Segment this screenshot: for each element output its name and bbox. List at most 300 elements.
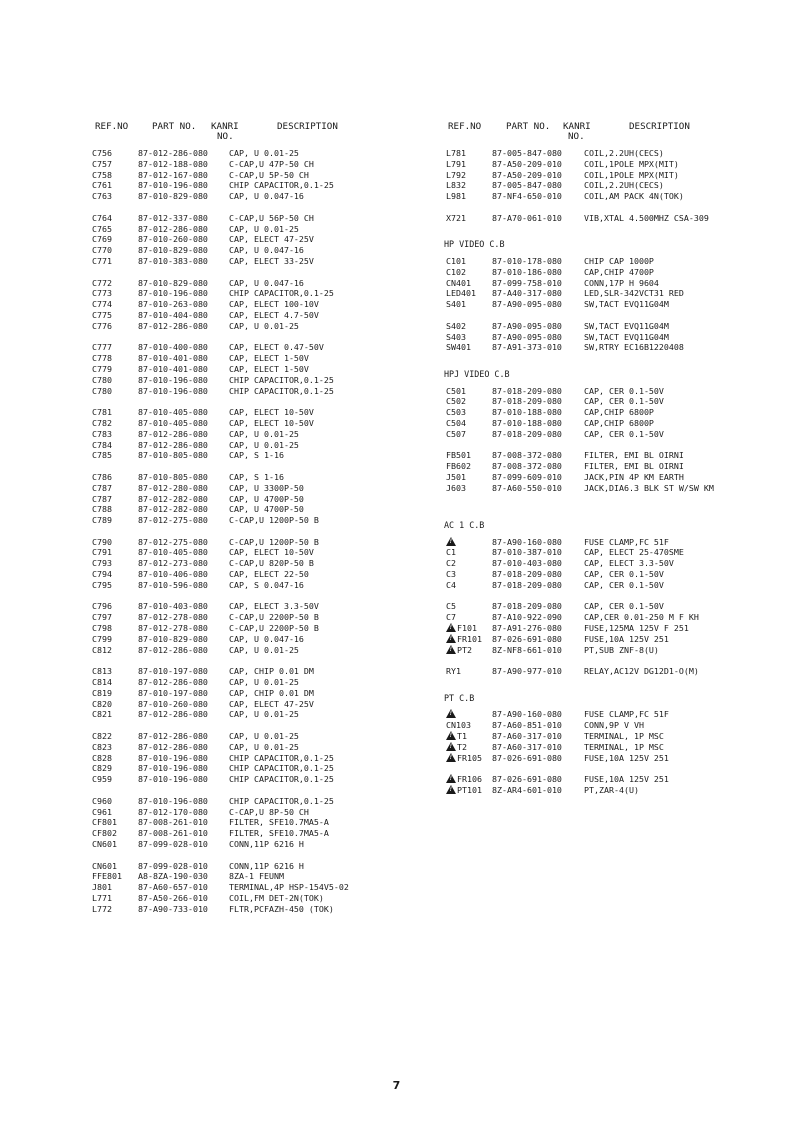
description-cell: CHIP CAPACITOR,0.1-25 bbox=[229, 288, 334, 299]
part-row bbox=[92, 882, 412, 893]
right-column-header bbox=[444, 122, 784, 144]
description-cell: CAP, ELECT 25-470SME bbox=[584, 547, 684, 558]
description-cell: 8ZA-1 FEUNM bbox=[229, 871, 284, 882]
part-row bbox=[444, 569, 784, 580]
safety-warning-icon bbox=[446, 623, 456, 632]
ref-no-cell: C770 bbox=[92, 245, 112, 256]
part-no-cell: 87-018-209-080 bbox=[492, 579, 562, 590]
description-cell: CAP, U 3300P-50 bbox=[229, 482, 304, 493]
ref-no-cell: FFE801 bbox=[92, 871, 122, 882]
part-row bbox=[444, 159, 784, 170]
group-spacer bbox=[444, 591, 784, 602]
part-no-cell: 87-A90-160-080 bbox=[492, 536, 562, 547]
description-cell: COIL,1POLE MPX(MIT) bbox=[584, 169, 679, 180]
ref-no-text: T2 bbox=[457, 741, 467, 752]
description-cell: CAP, ELECT 3.3-50V bbox=[584, 558, 674, 569]
part-row bbox=[444, 332, 784, 343]
part-no-cell: 87-018-209-080 bbox=[492, 428, 562, 439]
description-cell: SW,TACT EVQ11G04M bbox=[584, 320, 669, 331]
part-row bbox=[92, 472, 412, 483]
description-header: DESCRIPTION bbox=[629, 121, 690, 132]
part-row bbox=[92, 494, 412, 505]
part-row bbox=[444, 666, 784, 677]
part-row bbox=[444, 645, 784, 656]
ref-no-cell: C780 bbox=[92, 374, 112, 385]
part-no-cell: 87-012-286-080 bbox=[138, 428, 208, 439]
ref-no-cell: C797 bbox=[92, 612, 112, 623]
part-row bbox=[92, 688, 412, 699]
part-row bbox=[444, 461, 784, 472]
part-no-cell: 87-A91-276-080 bbox=[492, 623, 562, 634]
part-row bbox=[444, 753, 784, 764]
description-cell: FLTR,PCFAZH-450 (TOK) bbox=[229, 903, 334, 914]
part-no-cell: 87-010-404-080 bbox=[138, 309, 208, 320]
part-row bbox=[92, 364, 412, 375]
ref-no-cell: C773 bbox=[92, 288, 112, 299]
ref-no-cell bbox=[446, 731, 467, 742]
part-no-cell: 87-010-260-080 bbox=[138, 234, 208, 245]
description-cell: FUSE,10A 125V 251 bbox=[584, 752, 669, 763]
part-row bbox=[92, 774, 412, 785]
ref-no-text: F101 bbox=[457, 623, 477, 634]
ref-no-cell: C812 bbox=[92, 644, 112, 655]
description-cell: COIL,FM DET-2N(TOK) bbox=[229, 892, 324, 903]
description-cell: CAP, ELECT 10-50V bbox=[229, 547, 314, 558]
part-no-cell: 87-012-275-080 bbox=[138, 536, 208, 547]
ref-no-cell: C772 bbox=[92, 277, 112, 288]
ref-no-cell: S402 bbox=[446, 320, 466, 331]
group-spacer bbox=[444, 655, 784, 666]
description-cell: PT,SUB ZNF-8(U) bbox=[584, 644, 659, 655]
description-cell: FUSE,10A 125V 251 bbox=[584, 633, 669, 644]
part-no-cell: 87-005-847-080 bbox=[492, 180, 562, 191]
part-row bbox=[444, 623, 784, 634]
part-no-cell: 87-012-278-080 bbox=[138, 612, 208, 623]
part-row bbox=[92, 796, 412, 807]
ref-no-cell: C780 bbox=[92, 385, 112, 396]
description-cell: CAP, CER 0.1-50V bbox=[584, 601, 664, 612]
ref-no-cell: C761 bbox=[92, 180, 112, 191]
group-spacer bbox=[92, 526, 412, 537]
description-cell: CAP, ELECT 0.47-50V bbox=[229, 342, 324, 353]
part-no-cell: 87-010-405-080 bbox=[138, 547, 208, 558]
part-row bbox=[92, 407, 412, 418]
part-row bbox=[92, 893, 412, 904]
part-no-cell: 87-A90-977-010 bbox=[492, 666, 562, 677]
part-row bbox=[92, 375, 412, 386]
part-row bbox=[92, 731, 412, 742]
part-no-header: PART NO. bbox=[152, 121, 197, 132]
part-row bbox=[444, 288, 784, 299]
part-row bbox=[444, 213, 784, 224]
ref-no-cell: C779 bbox=[92, 363, 112, 374]
kanri-no-header: NO. bbox=[568, 131, 585, 142]
ref-no-cell: C821 bbox=[92, 709, 112, 720]
description-cell: COIL,AM PACK 4N(TOK) bbox=[584, 191, 684, 202]
part-row bbox=[92, 418, 412, 429]
ref-no-cell: L772 bbox=[92, 903, 112, 914]
part-row bbox=[444, 191, 784, 202]
group-spacer bbox=[92, 720, 412, 731]
ref-no-cell: C763 bbox=[92, 191, 112, 202]
description-cell: C-CAP,U 47P-50 CH bbox=[229, 158, 314, 169]
description-cell: FILTER, SFE10.7MA5-A bbox=[229, 817, 329, 828]
ref-no-cell: L981 bbox=[446, 191, 466, 202]
description-cell: CAP, U 0.01-25 bbox=[229, 709, 299, 720]
ref-no-cell: CN401 bbox=[446, 277, 471, 288]
part-row bbox=[92, 234, 412, 245]
part-no-cell: 87-010-197-080 bbox=[138, 666, 208, 677]
part-row bbox=[444, 170, 784, 181]
part-no-cell: 87-010-260-080 bbox=[138, 698, 208, 709]
ref-no-text: FR105 bbox=[457, 752, 482, 763]
description-cell: CAP, U 0.01-25 bbox=[229, 677, 299, 688]
part-no-cell: 87-018-209-080 bbox=[492, 396, 562, 407]
description-cell: FUSE CLAMP,FC 51F bbox=[584, 536, 669, 547]
safety-warning-icon bbox=[446, 774, 456, 783]
description-cell: CAP, CER 0.1-50V bbox=[584, 428, 664, 439]
ref-no-cell: C791 bbox=[92, 547, 112, 558]
description-cell: CHIP CAPACITOR,0.1-25 bbox=[229, 385, 334, 396]
ref-no-cell: C785 bbox=[92, 450, 112, 461]
part-no-cell: 87-018-209-080 bbox=[492, 385, 562, 396]
part-row bbox=[92, 310, 412, 321]
ref-no-header: REF.NO bbox=[95, 121, 129, 132]
ref-no-cell: L791 bbox=[446, 158, 466, 169]
part-row bbox=[92, 386, 412, 397]
part-row bbox=[444, 601, 784, 612]
description-cell: PT,ZAR-4(U) bbox=[584, 785, 639, 796]
description-cell: CAP, U 0.047-16 bbox=[229, 245, 304, 256]
part-row bbox=[92, 817, 412, 828]
part-no-cell: 87-010-196-080 bbox=[138, 752, 208, 763]
description-cell: C-CAP,U 1200P-50 B bbox=[229, 515, 319, 526]
part-no-cell: 87-010-178-080 bbox=[492, 255, 562, 266]
ref-no-cell: FB501 bbox=[446, 450, 471, 461]
ref-no-cell: C3 bbox=[446, 569, 456, 580]
kanri-no-header: NO. bbox=[217, 131, 234, 142]
description-cell: CONN,11P 6216 H bbox=[229, 839, 304, 849]
part-row bbox=[92, 353, 412, 364]
ref-no-cell: C7 bbox=[446, 612, 456, 623]
ref-no-cell: CN601 bbox=[92, 839, 117, 849]
group-spacer bbox=[92, 461, 412, 472]
ref-no-cell: RY1 bbox=[446, 666, 461, 677]
part-row bbox=[92, 623, 412, 634]
part-row bbox=[444, 418, 784, 429]
group-spacer bbox=[92, 267, 412, 278]
part-no-cell: 87-012-280-080 bbox=[138, 482, 208, 493]
description-header: DESCRIPTION bbox=[277, 121, 338, 132]
part-no-cell: 87-012-286-080 bbox=[138, 439, 208, 450]
part-no-cell: 87-018-209-080 bbox=[492, 569, 562, 580]
description-cell: CAP, U 4700P-50 bbox=[229, 504, 304, 515]
description-cell: TERMINAL, 1P MSC bbox=[584, 731, 664, 742]
ref-no-cell: C777 bbox=[92, 342, 112, 353]
description-cell: CAP, CHIP 0.01 DM bbox=[229, 687, 314, 698]
part-no-cell: 87-010-401-080 bbox=[138, 353, 208, 364]
part-no-cell: 87-018-209-080 bbox=[492, 601, 562, 612]
part-row bbox=[92, 224, 412, 235]
ref-no-cell: C501 bbox=[446, 385, 466, 396]
part-row bbox=[92, 288, 412, 299]
part-row bbox=[444, 634, 784, 645]
part-row bbox=[444, 709, 784, 720]
part-no-cell: 87-A60-851-010 bbox=[492, 720, 562, 731]
part-no-cell: 87-012-170-080 bbox=[138, 806, 208, 817]
description-cell: CAP, U 0.01-25 bbox=[229, 428, 299, 439]
part-no-cell: 87-010-829-080 bbox=[138, 277, 208, 288]
group-spacer bbox=[444, 504, 784, 515]
description-cell: FUSE,125MA 125V F 251 bbox=[584, 623, 689, 634]
part-no-cell: 87-012-286-080 bbox=[138, 223, 208, 234]
description-cell: CHIP CAP 1000P bbox=[584, 255, 654, 266]
safety-warning-icon bbox=[446, 709, 456, 718]
description-cell: SW,TACT EVQ11G04M bbox=[584, 331, 669, 342]
part-row bbox=[92, 342, 412, 353]
description-cell: CHIP CAPACITOR,0.1-25 bbox=[229, 795, 334, 806]
description-cell: FILTER, SFE10.7MA5-A bbox=[229, 828, 329, 839]
description-cell: CAP,CHIP 6800P bbox=[584, 417, 654, 428]
part-no-cell: 87-012-167-080 bbox=[138, 169, 208, 180]
part-no-cell: A8-8ZA-190-030 bbox=[138, 871, 208, 882]
ref-no-cell bbox=[446, 623, 477, 634]
part-row bbox=[92, 839, 412, 850]
ref-no-cell: C769 bbox=[92, 234, 112, 245]
ref-no-cell: J603 bbox=[446, 482, 466, 493]
part-no-cell: 87-012-286-080 bbox=[138, 644, 208, 655]
part-no-cell: 87-A90-733-010 bbox=[138, 903, 208, 914]
part-row bbox=[92, 180, 412, 191]
description-cell: CAP, S 0.047-16 bbox=[229, 579, 304, 590]
description-cell: CHIP CAPACITOR,0.1-25 bbox=[229, 763, 334, 774]
ref-no-cell: L771 bbox=[92, 892, 112, 903]
ref-no-cell: C789 bbox=[92, 515, 112, 526]
part-no-cell: 87-010-403-080 bbox=[138, 601, 208, 612]
description-cell: CHIP CAPACITOR,0.1-25 bbox=[229, 374, 334, 385]
ref-no-cell: C790 bbox=[92, 536, 112, 547]
part-no-cell: 87-A40-317-080 bbox=[492, 288, 562, 299]
group-spacer bbox=[92, 202, 412, 213]
ref-no-cell bbox=[446, 753, 482, 764]
safety-warning-icon bbox=[446, 731, 456, 740]
part-row bbox=[444, 429, 784, 440]
part-no-cell: 87-012-273-080 bbox=[138, 558, 208, 569]
part-row bbox=[444, 396, 784, 407]
part-row bbox=[92, 278, 412, 289]
ref-no-cell: C504 bbox=[446, 417, 466, 428]
part-row bbox=[92, 699, 412, 710]
description-cell: CAP, U 0.047-16 bbox=[229, 277, 304, 288]
part-row bbox=[92, 299, 412, 310]
part-row bbox=[444, 774, 784, 785]
ref-no-cell: C959 bbox=[92, 774, 112, 785]
group-spacer bbox=[92, 591, 412, 602]
group-spacer bbox=[444, 494, 784, 505]
description-cell: CAP, CHIP 0.01 DM bbox=[229, 666, 314, 677]
section-heading: PT C.B bbox=[444, 692, 475, 703]
part-no-cell: 87-010-196-080 bbox=[138, 385, 208, 396]
description-cell: C-CAP,U 2200P-50 B bbox=[229, 612, 319, 623]
ref-no-cell: C788 bbox=[92, 504, 112, 515]
part-row bbox=[444, 731, 784, 742]
ref-no-cell bbox=[446, 742, 467, 753]
description-cell: C-CAP,U 5P-50 CH bbox=[229, 169, 309, 180]
part-row bbox=[92, 634, 412, 645]
part-row bbox=[92, 580, 412, 591]
description-cell: JACK,DIA6.3 BLK ST W/SW KM bbox=[584, 482, 714, 493]
description-cell: CONN,9P V VH bbox=[584, 720, 644, 731]
part-no-cell: 87-A50-209-010 bbox=[492, 158, 562, 169]
part-row bbox=[92, 440, 412, 451]
part-row bbox=[444, 720, 784, 731]
ref-no-cell: C795 bbox=[92, 579, 112, 590]
part-no-cell: 87-010-829-080 bbox=[138, 191, 208, 202]
ref-no-cell: L832 bbox=[446, 180, 466, 191]
kanri-header: KANRI bbox=[211, 121, 239, 132]
description-cell: JACK,PIN 4P KM EARTH bbox=[584, 471, 684, 482]
part-no-cell: 87-008-261-010 bbox=[138, 828, 208, 839]
group-spacer bbox=[444, 224, 784, 235]
description-cell: CAP, U 0.047-16 bbox=[229, 191, 304, 202]
ref-no-cell: C502 bbox=[446, 396, 466, 407]
safety-warning-icon bbox=[446, 742, 456, 751]
ref-no-cell: CF802 bbox=[92, 828, 117, 839]
ref-no-cell: CF801 bbox=[92, 817, 117, 828]
ref-no-cell: C829 bbox=[92, 763, 112, 774]
description-cell: SW,TACT EVQ11G04M bbox=[584, 299, 669, 310]
ref-no-cell: C823 bbox=[92, 741, 112, 752]
part-no-cell: 87-A90-095-080 bbox=[492, 331, 562, 342]
part-no-header: PART NO. bbox=[506, 121, 551, 132]
part-row bbox=[92, 709, 412, 720]
part-no-cell: 87-010-186-080 bbox=[492, 266, 562, 277]
part-no-cell: 87-A10-922-090 bbox=[492, 612, 562, 623]
part-row bbox=[92, 753, 412, 764]
ref-no-cell: C822 bbox=[92, 731, 112, 742]
description-cell: FILTER, EMI BL OIRNI bbox=[584, 450, 684, 461]
group-spacer bbox=[444, 677, 784, 688]
part-row bbox=[92, 569, 412, 580]
description-cell: CHIP CAPACITOR,0.1-25 bbox=[229, 774, 334, 785]
description-cell: CAP, ELECT 3.3-50V bbox=[229, 601, 319, 612]
ref-no-cell: C960 bbox=[92, 795, 112, 806]
part-row bbox=[92, 601, 412, 612]
description-cell: CAP, CER 0.1-50V bbox=[584, 385, 664, 396]
ref-no-cell: CN601 bbox=[92, 860, 117, 871]
part-row bbox=[92, 861, 412, 872]
ref-no-cell: C793 bbox=[92, 558, 112, 569]
part-row bbox=[92, 170, 412, 181]
ref-no-cell: C784 bbox=[92, 439, 112, 450]
part-no-cell: 87-008-261-010 bbox=[138, 817, 208, 828]
ref-no-cell: C776 bbox=[92, 320, 112, 331]
description-cell: CAP, U 4700P-50 bbox=[229, 493, 304, 504]
ref-no-cell: J801 bbox=[92, 882, 112, 893]
ref-no-text: PT2 bbox=[457, 644, 472, 655]
description-cell: CAP, ELECT 22-50 bbox=[229, 569, 309, 580]
part-no-cell: 87-099-028-010 bbox=[138, 839, 208, 849]
part-no-cell: 87-012-286-080 bbox=[138, 741, 208, 752]
part-no-cell: 87-010-196-080 bbox=[138, 774, 208, 785]
description-cell: CAP, ELECT 1-50V bbox=[229, 353, 309, 364]
description-cell: CAP, U 0.01-25 bbox=[229, 741, 299, 752]
part-no-cell: 87-A50-266-010 bbox=[138, 892, 208, 903]
part-no-cell: 87-010-405-080 bbox=[138, 407, 208, 418]
left-column-header bbox=[92, 122, 412, 144]
ref-no-cell: C961 bbox=[92, 806, 112, 817]
ref-no-cell: C799 bbox=[92, 633, 112, 644]
description-cell: CHIP CAPACITOR,0.1-25 bbox=[229, 752, 334, 763]
ref-no-cell bbox=[446, 774, 482, 785]
description-cell: CAP,CHIP 6800P bbox=[584, 407, 654, 418]
description-cell: CAP, ELECT 10-50V bbox=[229, 407, 314, 418]
description-cell: VIB,XTAL 4.500MHZ CSA-309 bbox=[584, 212, 709, 223]
ref-no-cell: S403 bbox=[446, 331, 466, 342]
ref-no-cell: C771 bbox=[92, 255, 112, 266]
description-cell: CAP, S 1-16 bbox=[229, 450, 284, 461]
part-no-cell: 87-012-282-080 bbox=[138, 493, 208, 504]
part-row bbox=[92, 159, 412, 170]
description-cell: CAP, ELECT 47-25V bbox=[229, 234, 314, 245]
ref-no-cell: C796 bbox=[92, 601, 112, 612]
part-row bbox=[444, 267, 784, 278]
ref-no-cell: S401 bbox=[446, 299, 466, 310]
part-no-cell: 87-010-263-080 bbox=[138, 299, 208, 310]
part-no-cell: 87-012-286-080 bbox=[138, 677, 208, 688]
ref-no-cell: C503 bbox=[446, 407, 466, 418]
ref-no-cell: C781 bbox=[92, 407, 112, 418]
kanri-header: KANRI bbox=[563, 121, 591, 132]
left-parts-list bbox=[92, 148, 412, 915]
part-row bbox=[92, 256, 412, 267]
description-cell: CAP, CER 0.1-50V bbox=[584, 396, 664, 407]
group-spacer bbox=[444, 353, 784, 364]
description-cell: CAP, S 1-16 bbox=[229, 471, 284, 482]
part-row bbox=[92, 807, 412, 818]
ref-no-cell: CN103 bbox=[446, 720, 471, 731]
part-no-cell: 87-A60-317-010 bbox=[492, 741, 562, 752]
part-row bbox=[444, 256, 784, 267]
part-row bbox=[92, 904, 412, 915]
part-row bbox=[444, 299, 784, 310]
ref-no-text: T1 bbox=[457, 731, 467, 742]
ref-no-cell: C757 bbox=[92, 158, 112, 169]
description-cell: CAP, ELECT 47-25V bbox=[229, 698, 314, 709]
part-no-cell: 87-010-406-080 bbox=[138, 569, 208, 580]
ref-no-cell: C102 bbox=[446, 266, 466, 277]
description-cell: CAP, U 0.01-25 bbox=[229, 320, 299, 331]
section-heading: HPJ VIDEO C.B bbox=[444, 368, 510, 379]
part-no-cell: 87-012-337-080 bbox=[138, 212, 208, 223]
section-heading: HP VIDEO C.B bbox=[444, 239, 505, 250]
description-cell: CAP, CER 0.1-50V bbox=[584, 579, 664, 590]
part-no-cell: 87-010-401-080 bbox=[138, 363, 208, 374]
part-no-cell: 8Z-AR4-601-010 bbox=[492, 785, 562, 796]
part-row bbox=[444, 180, 784, 191]
group-spacer bbox=[444, 310, 784, 321]
ref-no-text: FR106 bbox=[457, 774, 482, 785]
ref-no-cell: C765 bbox=[92, 223, 112, 234]
group-spacer bbox=[444, 202, 784, 213]
description-cell: CAP, U 0.01-25 bbox=[229, 731, 299, 742]
description-cell: CAP, ELECT 4.7-50V bbox=[229, 309, 319, 320]
part-row bbox=[444, 386, 784, 397]
part-no-cell: 87-A50-209-010 bbox=[492, 169, 562, 180]
part-no-cell: 87-A60-550-010 bbox=[492, 482, 562, 493]
part-row bbox=[92, 537, 412, 548]
part-no-cell: 87-026-691-080 bbox=[492, 774, 562, 785]
